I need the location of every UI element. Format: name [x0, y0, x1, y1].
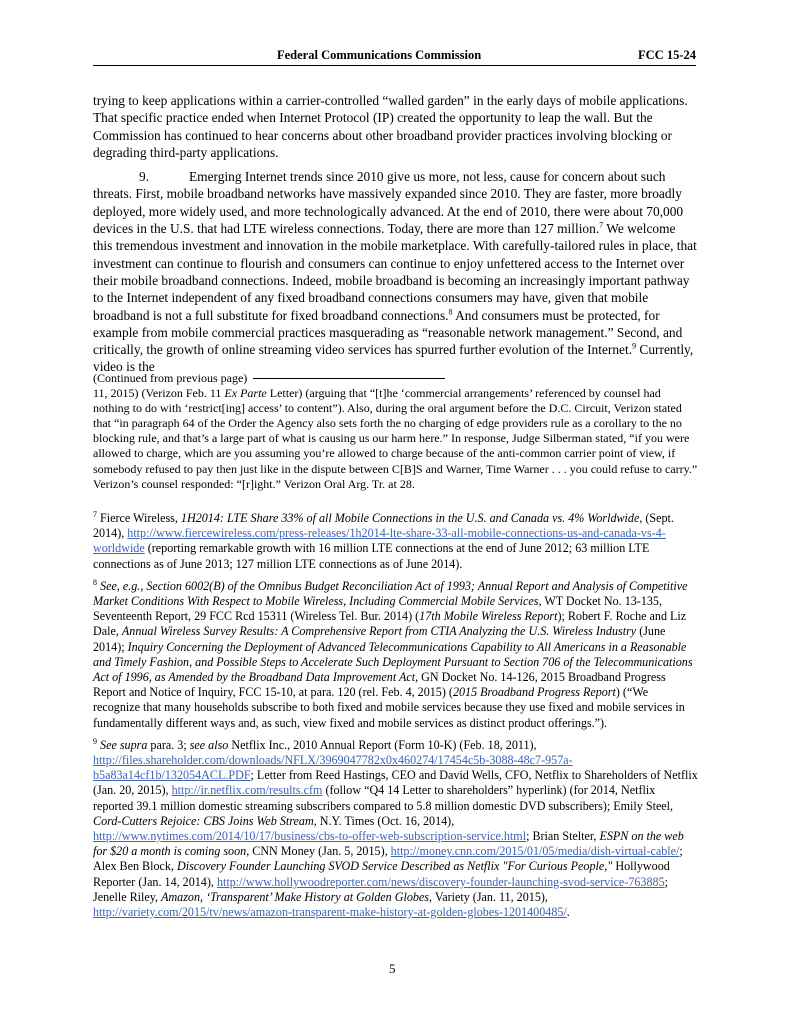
- link-nytimes[interactable]: http://www.nytimes.com/2014/10/17/business/cbs-to-offer-web-subscription-service.html: [93, 829, 527, 844]
- footnotes: [93, 511, 698, 927]
- footnote-separator: [253, 378, 445, 379]
- continued-label: (Continued from previous page): [93, 371, 248, 385]
- link-netflix-10k[interactable]: http://files.shareholder.com/downloads/NFLX/3969047782x0x460274/17454c5b-3088-48c7-957a-b5a83a14cf1b/132054ACL.PDF: [93, 753, 573, 783]
- page-number: 5: [389, 961, 396, 976]
- footnote-8: $^8$ See, e.g., Section 6002(B) of the Omnibus Budget Reconciliation Act of 1993; Annual Report and Analysis of Competitive Market Conditions With Respect to Mobile Wireless, Including Commercial Mobile Services, WT Docket No. 13-135, Seventeenth Report, 29 FCC Rcd 15311 (Wireless Tel. Bur. 2014) (17th Mobile Wireless Report); Robert F. Roche and Liz Dale, Annual Wireless Survey Results: A Comprehensive Report from CTIA Analyzing the U.S. Wireless Industry (June 2014); Inquiry Concerning the Deployment of Advanced Telecommunications Capability to All Americans in a Reasonable and Timely Fashion, and Possible Steps to Accelerate Such Deployment Pursuant to Section 706 of the Telecommunications Act of 1996, as Amended by the Broadband Data Improvement Act, GN Docket No. 14-126, 2015 Broadband Progress Report and Notice of Inquiry, FCC 15-10, at para. 120 (rel. Feb. 4, 2015) (2015 Broadband Progress Report) (“We recognize that many households subscribe to both fixed and mobile services because they use fixed and mobile services in fundamentally different ways and, as such, view fixed and mobile services as distinct product offerings.”).: [93, 577, 693, 730]
- footnote-ref-7[interactable]: 7: [599, 220, 604, 230]
- link-netflix-results[interactable]: http://ir.netflix.com/results.cfm: [171, 783, 323, 798]
- agency-name: Federal Communications Commission: [277, 48, 482, 62]
- footnote-7: $^7$ Fierce Wireless, 1H2014: LTE Share 33% of all Mobile Connections in the U.S. and Canada vs. 4% Worldwide, (Sept. 2014), http://www.fiercewireless.com/press-releases/1h2014-lte-share-33-all-mobile-connections-us-and-canada-vs-4-worldwide (reporting remarkable growth with 16 million LTE connections at the end of June 2012; 63 million LTE connections as of June 2013; 127 million LTE connections as of June 2014).: [93, 509, 674, 571]
- paragraph-number: 9.: [139, 169, 150, 185]
- paragraph-intro: trying to keep applications within a carrier-controlled “walled garden” in the early days of mobile applications. That specific practice ended when Internet Protocol (IP) created the opportunity to leap the wall. But the Commission has continued to hear concerns about other broadband provider practices involving blocking or degrading third-party applications.: [93, 93, 688, 160]
- link-fiercewireless[interactable]: http://www.fiercewireless.com/press-releases/1h2014-lte-share-33-all-mobile-connections-us-and-canada-vs-4-worldwide: [93, 526, 666, 556]
- document-id: FCC 15-24: [638, 48, 696, 62]
- paragraph-9: 9. Emerging Internet trends since 2010 give us more, not less, cause for concern about such threats. First, mobile broadband networks have massively expanded since 2010. They are faster, more broadly deployed, more widely used, and more technologically advanced. At the end of 2010, there were about 70,000 devices in the U.S. that had LTE wireless connections. Today, there are more than 127 million.$^7$ We welcome this tremendous investment and innovation in the mobile marketplace. With carefully-tailored rules in place, that investment can continue to flourish and consumers can continue to enjoy unfettered access to the Internet over their mobile broadband connections. Indeed, mobile broadband is becoming an increasingly important pathway to the Internet independent of any fixed broadband connections consumers may have, given that mobile broadband is not a full substitute for fixed broadband connections.$^8$ And consumers must be protected, for example from mobile commercial practices masquerading as “reasonable network management.” Second, and critically, the growth of online streaming video services has spurred further evolution of the Internet.$^9$ Currently, video is the: [93, 169, 697, 375]
- link-hollywood-reporter[interactable]: http://www.hollywoodreporter.com/news/discovery-founder-launching-svod-service-763885: [216, 874, 665, 889]
- page-header: [93, 47, 696, 66]
- footnote-9: $^9$ See supra para. 3; see also Netflix Inc., 2010 Annual Report (Form 10-K) (Feb. 18, 2011), http://files.shareholder.com/downloads/NFLX/3969047782x0x460274/17454c5b-3088-48c7-957a-b5a83a14cf1b/132054ACL.PDF; Letter from Reed Hastings, CEO and David Wells, CFO, Netflix to Shareholders of Netflix (Jan. 20, 2015), http://ir.netflix.com/results.cfm (follow “Q4 14 Letter to shareholders” hyperlink) (for 2014, Netflix reported 39.1 million domestic streaming subscribers compared to 5.8 million domestic DVD subscribers); Emily Steel, Cord-Cutters Rejoice: CBS Joins Web Stream, N.Y. Times (Oct. 16, 2014), http://www.nytimes.com/2014/10/17/business/cbs-to-offer-web-subscription-service.html; Brian Stelter, ESPN on the web for $20 a month is coming soon, CNN Money (Jan. 5, 2015), http://money.cnn.com/2015/01/05/media/dish-virtual-cable/; Alex Ben Block, Discovery Founder Launching SVOD Service Described as Netflix "For Curious People," Hollywood Reporter (Jan. 14, 2014), http://www.hollywoodreporter.com/news/discovery-founder-launching-svod-service-763885; Jenelle Riley, Amazon, ‘Transparent’ Make History at Golden Globes, Variety (Jan. 11, 2015), http://variety.com/2015/tv/news/amazon-transparent-make-history-at-golden-globes-1201400485/.: [93, 736, 698, 920]
- body-text: [93, 92, 698, 376]
- continued-footnote: (Continued from previous page) 11, 2015) (Verizon Feb. 11 Ex Parte Letter) (arguing that “[t]he ‘commercial arrangements’ referenced by counsel had nothing to do with ‘restrict[ing] access’ to content”). Also, during the oral argument before the D.C. Circuit, Verizon stated that “in paragraph 64 of the Order the Agency also sets forth the no charging of edge providers rule as a corollary to the no blocking rule, and that’s a large part of what is causing us our harm here.” In response, Judge Silberman stated, “if you were allowed to charge, which are you assuming you’re allowed to charge because of the anti-common carrier point of view, if somebody refused to pay then just like in the dispute between C[B]S and Warner, Time Warner . . . you could refuse to carry.” Verizon’s counsel responded: “[r]ight.” Verizon Oral Arg. Tr. at 28.: [93, 371, 698, 491]
- link-cnn-money[interactable]: http://money.cnn.com/2015/01/05/media/dish-virtual-cable/: [390, 844, 680, 859]
- footnote-ref-9[interactable]: 9: [632, 341, 637, 351]
- link-variety[interactable]: http://variety.com/2015/tv/news/amazon-transparent-make-history-at-golden-globes-1201400485/: [93, 905, 567, 920]
- footnote-ref-8[interactable]: 8: [448, 307, 453, 317]
